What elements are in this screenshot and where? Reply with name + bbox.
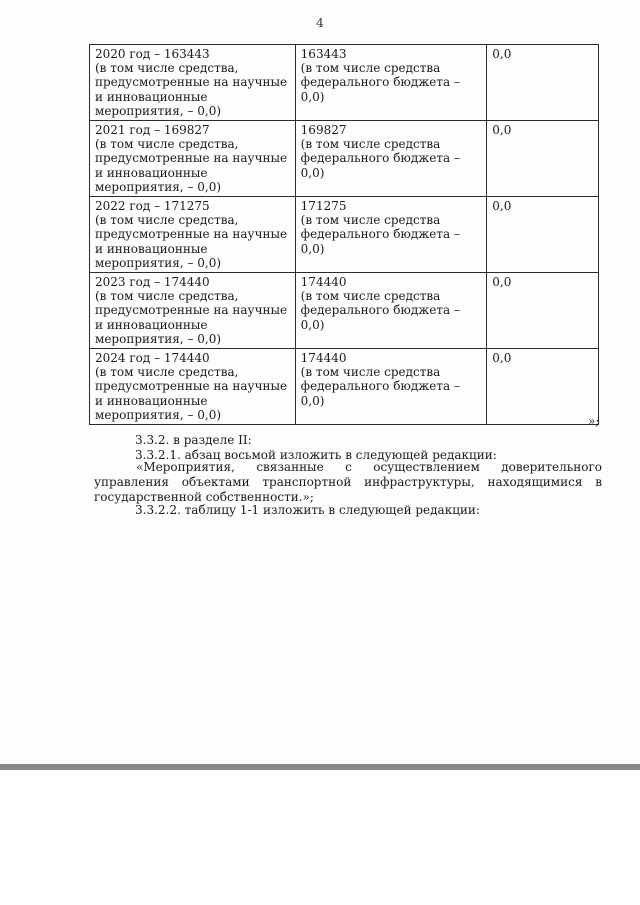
year-label: 2020 год – 163443	[95, 47, 210, 61]
value-label: 174440	[300, 351, 347, 366]
extra-cell: 0,0	[487, 45, 599, 121]
budget-table	[89, 44, 599, 425]
value-label: 163443	[300, 47, 347, 61]
extra-cell: 0,0	[487, 121, 599, 197]
extra-cell: 0,0	[487, 197, 599, 273]
year-label: 2023 год – 174440	[95, 275, 210, 290]
value-cell	[295, 349, 487, 425]
value-label: 171275	[300, 199, 347, 214]
table-row	[90, 121, 599, 197]
year-cell	[90, 197, 296, 273]
year-note: (в том числе средства, предусмотренные на научные и инновационные мероприятия, – 0,0)	[95, 61, 288, 118]
paragraph-amendment-intro: 3.3.2.1. абзац восьмой изложить в следующей редакции:	[135, 448, 497, 462]
value-note: (в том числе средства федерального бюджета – 0,0)	[300, 213, 461, 256]
value-label: 169827	[300, 123, 347, 138]
year-label: 2022 год – 171275	[95, 199, 210, 214]
value-cell	[295, 121, 487, 197]
value-note: (в том числе средства федерального бюджета – 0,0)	[300, 137, 461, 180]
year-cell	[90, 45, 296, 121]
value-note: (в том числе средства федерального бюджета – 0,0)	[300, 289, 461, 332]
value-cell	[295, 273, 487, 349]
year-note: (в том числе средства, предусмотренные на научные и инновационные мероприятия, – 0,0)	[95, 365, 288, 422]
value-note: (в том числе средства федерального бюджета – 0,0)	[300, 61, 461, 104]
page-number: 4	[316, 16, 324, 30]
year-cell	[90, 349, 296, 425]
value-note: (в том числе средства федерального бюджета – 0,0)	[300, 365, 461, 408]
year-cell	[90, 121, 296, 197]
year-cell	[90, 273, 296, 349]
table-row	[90, 349, 599, 425]
value-cell	[295, 45, 487, 121]
year-note: (в том числе средства, предусмотренные на научные и инновационные мероприятия, – 0,0)	[95, 289, 288, 346]
year-label: 2021 год – 169827	[95, 123, 210, 138]
closing-quote: »;	[588, 414, 600, 428]
value-label: 174440	[300, 275, 347, 290]
paragraph-quoted-text: «Мероприятия, связанные с осуществлением доверительного управления объектами транспортной инфраструктуры, находящимися в государственной собственности.»;	[94, 460, 602, 504]
extra-cell: 0,0	[487, 349, 599, 425]
year-note: (в том числе средства, предусмотренные на научные и инновационные мероприятия, – 0,0)	[95, 137, 288, 194]
table-row	[90, 197, 599, 273]
paragraph-section-ref: 3.3.2. в разделе II:	[135, 433, 252, 447]
year-label: 2024 год – 174440	[95, 351, 210, 366]
year-note: (в том числе средства, предусмотренные на научные и инновационные мероприятия, – 0,0)	[95, 213, 288, 270]
paragraph-table-instruction: 3.3.2.2. таблицу 1-1 изложить в следующей редакции:	[135, 503, 480, 517]
value-cell	[295, 197, 487, 273]
extra-cell: 0,0	[487, 273, 599, 349]
table-row	[90, 273, 599, 349]
table-row	[90, 45, 599, 121]
